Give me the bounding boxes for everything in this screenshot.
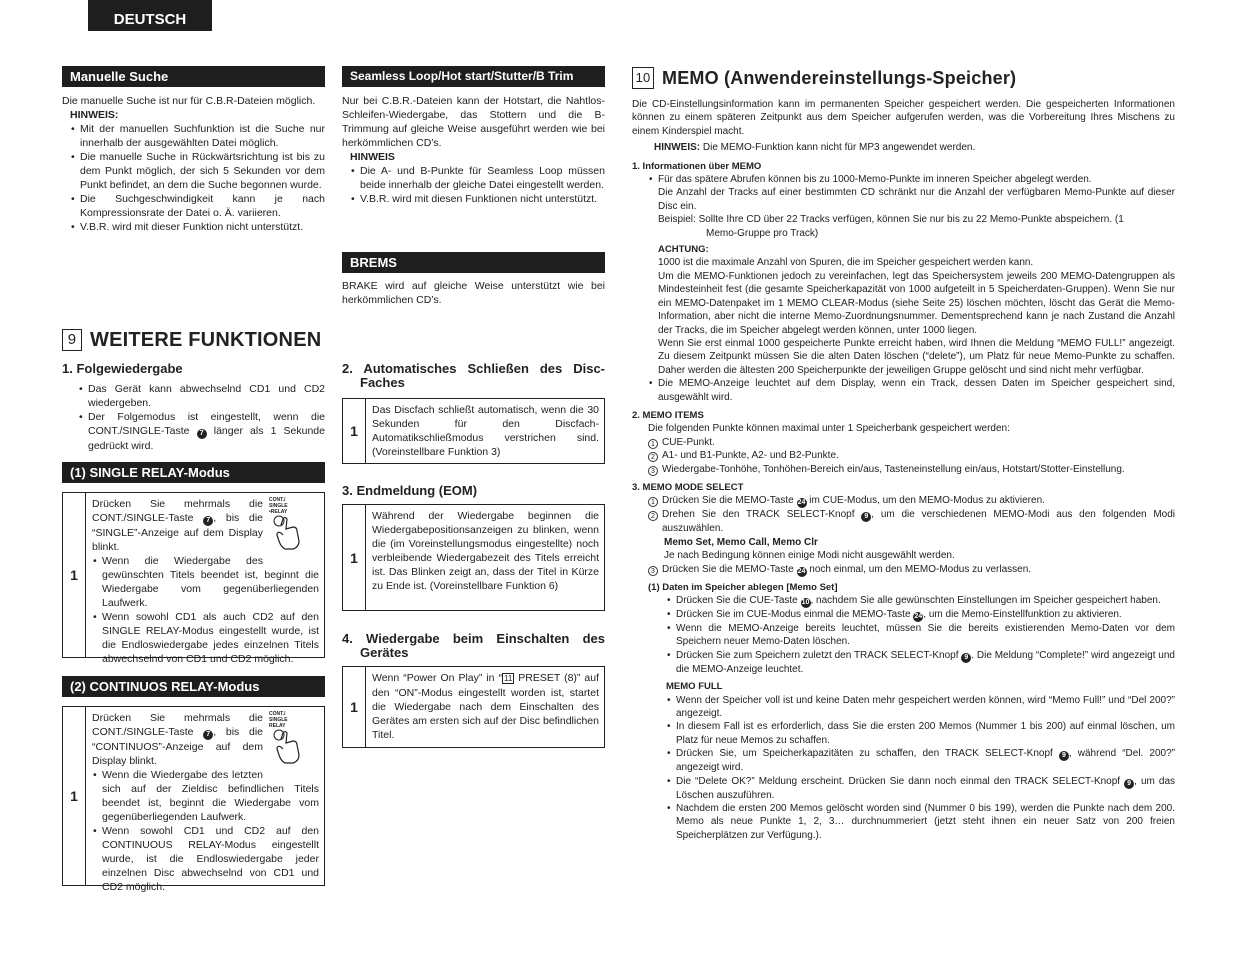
memo-key-icon: 24 — [797, 567, 806, 575]
eom-step — [342, 504, 605, 611]
brems-bar: BREMS — [342, 252, 605, 273]
finger-press-icon — [269, 729, 309, 765]
track-select-knob-icon: 9 — [861, 512, 871, 522]
list-item: 3 Drücken Sie die MEMO-Taste 24 noch einmal, um den MEMO-Modus zu verlassen. — [648, 563, 1175, 577]
list-item: 2 A1- und B1-Punkte, A2- und B2-Punkte. — [648, 449, 1175, 462]
memo-modes-note: Je nach Bedingung können einige Modi nicht ausgewählt werden. — [664, 550, 955, 562]
step-text: Drücken Sie mehrmals die CONT./SINGLE-Taste 7 , bis die “SINGLE”-Anzeige auf dem Display blinkt. — [92, 498, 263, 553]
step-number: 1 — [343, 399, 366, 463]
seamless-intro: Nur bei C.B.R.-Dateien kann der Hotstart, die Nahtlos-Schleifen-Wiedergabe, das Stottern und die B-Trimmung auf gleiche Weise ausgeführt werden wie bei herkömmlichen CD’s. — [342, 95, 605, 149]
list-item: • V.B.R. wird mit dieser Funktion nicht unterstützt. — [70, 220, 325, 234]
memo-warning-text: Um die MEMO-Funktionen jedoch zu vereinfachen, legt das Speichersystem jeweils 200 MEMO-Datengruppen als Mindesteinheit fest (die gesamte Speicherkapazität von 1000 aufgeteilt in 5 Speicherdaten-Gruppen). Wenn Sie nur ein MEMO-Datenpaket im 1 MEMO CLEAR-Modus (siehe Seite 25) löschen möchten, löscht das Gerät die Memo-Information, aber nicht die interne Memo-Zuordnungsnummer. Dementsprechend kann je nach Zustand die Anzahl der Tracks, die im Speicher abgelegt werden können, unter 1000 liegen. — [658, 270, 1175, 336]
memo-body — [632, 98, 1175, 842]
list-item: • Die manuelle Suche in Rückwärtsrichtung ist bis zu dem Punkt möglich, der sich 5 Sekunden vor dem Punkt befindet, an dem die Suche begonnen wurde. — [70, 150, 325, 192]
manual-search-body — [62, 94, 325, 234]
seamless-bar: Seamless Loop/Hot start/Stutter/B Trim — [342, 66, 605, 87]
power-on-heading: 4. Wiedergabe beim Einschalten des Gerätes — [342, 631, 605, 660]
list-item: • Drücken Sie die CUE-Taste 10, nachdem Sie alle gewünschten Einstellungen im Speicher gespeichert haben. — [666, 594, 1175, 608]
step-content: Das Discfach schließt automatisch, wenn die 30 Sekunden für den Discfach-Automatikschließmodus verstrichen sind. (Voreinstellbare Funktion 3) — [372, 404, 599, 458]
step-content: Während der Wiedergabe beginnen die Wiedergabepositionsanzeigen zu blinken, wenn die (im Voreinstellungsmodus eingestellte) noch verbleibende Wiedergabezeit des Titels erreicht ist. Das Blinken zeigt an, dass der Titel in Kürze zu Ende ist. (Voreinstellbare Funktion 6) — [372, 510, 599, 592]
memo-intro: Die CD-Einstellungsinformation kann im permanenten Speicher gespeichert werden. Die gespeicherten Informationen können zu einem späteren Zeitpunkt aus dem Speicher aufgerufen werden, was die Vorbereitung Ihres Mischens zu einem Kinderspiel macht. — [632, 99, 1175, 137]
manual-search-intro: Die manuelle Suche ist nur für C.B.R-Dateien möglich. — [62, 95, 316, 107]
list-item: • Wenn die MEMO-Anzeige bereits leuchtet, müssen Sie die bereits existierenden Memo-Daten vor dem Speichern neuer Memo-Daten löschen. — [666, 622, 1175, 649]
continuos-relay-step — [62, 706, 325, 893]
list-item: • Wenn der Speicher voll ist und keine Daten mehr gespeichert werden können, wird “Memo Full!” und “Del 200?” angezeigt. — [666, 694, 1175, 721]
list-item: 1 CUE-Punkt. — [648, 436, 1175, 449]
memo-full-heading: MEMO FULL — [666, 681, 723, 693]
list-item: • V.B.R. wird mit diesen Funktionen nicht unterstützt. — [350, 192, 605, 206]
track-select-knob-icon: 9 — [961, 653, 971, 663]
list-item: 3 Wiedergabe-Tonhöhe, Tonhöhen-Bereich ein/aus, Tasteneinstellung ein/aus, Hotstart/Stotter-Einstellung. — [648, 463, 1175, 476]
continuos-relay-bar: (2) CONTINUOS RELAY-Modus — [62, 676, 325, 697]
finger-press-icon — [269, 515, 309, 551]
single-relay-step — [62, 492, 325, 665]
memo-key-icon: 24 — [797, 499, 806, 507]
section-title-text: MEMO (Anwendereinstellungs-Speicher) — [662, 68, 1017, 88]
list-item: • Die MEMO-Anzeige leuchtet auf dem Display, wenn ein Track, dessen Daten im Speicher gespeichert sind, ausgewählt wird. — [648, 377, 1175, 404]
memo-note: HINWEIS: Die MEMO-Funktion kann nicht für MP3 angewendet werden. — [654, 142, 976, 154]
memo-info-example: Beispiel: Sollte Ihre CD über 22 Tracks verfügen, können Sie nur bis zu 22 Memo-Punkte abspeichern. (1 — [658, 214, 1124, 226]
auto-close-heading: 2. Automatisches Schließen des Disc-Faches — [342, 361, 605, 390]
auto-close-step — [342, 398, 605, 464]
list-item: 1 Drücken Sie die MEMO-Taste 24 im CUE-Modus, um den MEMO-Modus zu aktivieren. — [648, 494, 1175, 508]
step-number: 1 — [63, 493, 86, 657]
seamless-body — [342, 94, 605, 206]
manual-search-note-label: HINWEIS: — [70, 109, 119, 121]
track-select-knob-icon: 9 — [1124, 779, 1134, 789]
list-item: • Wenn sowohl CD1 als auch CD2 auf den SINGLE RELAY-Modus eingestellt wurde, ist die Endloswiedergabe jedes einzelnen Titels abwechselnd von CD1 und CD2 möglich. — [92, 610, 319, 666]
section-number-box: 9 — [62, 329, 82, 351]
step-number: 1 — [63, 707, 86, 885]
memo-items-intro: Die folgenden Punkte können maximal unter 1 Speicherbank gespeichert werden: — [648, 423, 1010, 435]
list-item: • Für das spätere Abrufen können bis zu 1000-Memo-Punkte im inneren Speicher abgelegt werden. — [648, 173, 1175, 186]
cont-single-button-icon: CONT./ SINGLE RELAY — [269, 711, 319, 769]
section-9-title — [62, 328, 342, 352]
list-item: • In diesem Fall ist es erforderlich, dass Sie die ersten 200 Memos (Nummer 1 bis 200) auf einmal löschen, um Platz für neue Memos zu schaffen. — [666, 720, 1175, 747]
list-item: • Mit der manuellen Suchfunktion ist die Suche nur innerhalb der ausgewählten Datei möglich. — [70, 122, 325, 150]
power-on-step — [342, 666, 605, 748]
list-item: • Wenn die Wiedergabe des gewünschten Titels beendet ist, beginnt die Wiedergabe vom gegenüberliegenden Laufwerk. — [92, 554, 319, 610]
list-item: • Drücken Sie zum Speichern zuletzt den TRACK SELECT-Knopf 9 . Die Meldung “Complete!” wird angezeigt und die MEMO-Anzeige leuchtet. — [666, 649, 1175, 676]
brems-text: BRAKE wird auf gleiche Weise unterstützt wie bei herkömmlichen CD’s. — [342, 280, 605, 306]
step-text: Drücken Sie mehrmals die CONT./SINGLE-Taste 7 , bis die “CONTINUOS”-Anzeige auf dem Display blinkt. — [92, 712, 263, 767]
section-title-text: WEITERE FUNKTIONEN — [90, 329, 322, 351]
step-number: 1 — [343, 505, 366, 610]
memo-warning-text: 1000 ist die maximale Anzahl von Spuren, die im Speicher gespeichert werden kann. — [658, 257, 1034, 269]
memo-modes: Memo Set, Memo Call, Memo Clr — [664, 536, 818, 548]
list-item: • Drücken Sie im CUE-Modus einmal die MEMO-Taste 24, um die Memo-Einstellfunktion zu aktivieren. — [666, 608, 1175, 622]
eom-heading: 3. Endmeldung (EOM) — [342, 483, 478, 498]
memo-info-heading: 1. Informationen über MEMO — [632, 160, 762, 172]
preset-number-box: 11 — [504, 674, 513, 683]
single-relay-bar: (1) SINGLE RELAY-Modus — [62, 462, 325, 483]
memo-warning-label: ACHTUNG: — [658, 244, 709, 256]
memo-info-example-cont: Memo-Gruppe pro Track) — [706, 227, 819, 239]
step-content — [86, 493, 324, 665]
track-select-knob-icon: 9 — [1059, 751, 1069, 761]
list-item: • Die A- und B-Punkte für Seamless Loop müssen beide innerhalb der gleiche Datei eingestellt werden. — [350, 164, 605, 192]
list-item: • Die Suchgeschwindigkeit kann je nach Kompressionsrate der Datei o. Ä. variieren. — [70, 192, 325, 220]
key-7-icon: 7 — [203, 730, 213, 740]
key-7-icon: 7 — [197, 429, 207, 439]
memo-info-text: Die Anzahl der Tracks auf einer bestimmten CD schränkt nur die Anzahl der verfügbaren Memo-Punkte auf dieser Disc ein. — [658, 187, 1175, 212]
memo-mode-heading: 3. MEMO MODE SELECT — [632, 481, 744, 493]
folge-body — [78, 382, 325, 453]
list-item: • Das Gerät kann abwechselnd CD1 und CD2 wiedergeben. — [78, 382, 325, 410]
manual-search-bar: Manuelle Suche — [62, 66, 325, 87]
cont-single-button-icon: CONT./ SINGLE •RELAY — [269, 497, 319, 555]
list-item: • Wenn sowohl CD1 und CD2 auf den CONTINUOUS RELAY-Modus eingestellt wurde, ist die Endloswiedergabe jeder einzelnen Disc abwechselnd von CD1 und CD2 möglich. — [92, 824, 319, 894]
list-item: • Der Folgemodus ist eingestellt, wenn die CONT./SINGLE-Taste 7 länger als 1 Sekunde gedrückt wird. — [78, 410, 325, 453]
list-item: • Wenn die Wiedergabe des letzten sich auf der Zieldisc befindlichen Titels beendet ist, beginnt die Wiedergabe vom gegenüberliegenden Laufwerk. — [92, 768, 319, 824]
memo-warning-text: Wenn Sie erst einmal 1000 gespeicherte Punkte erreicht haben, wird Ihnen die Meldung “MEMO FULL!” angezeigt. Zu diesem Zeitpunkt müssen Sie die alten Daten löschen (“delete”), um Platz für neue Memo-Punkte zu schaffen. Daher werden die ältesten 200 Speicherpunkte der jeweiligen Gruppe gelöscht und sind nicht mehr verfügbar. — [658, 337, 1175, 376]
list-item: • Nachdem die ersten 200 Memos gelöscht worden sind (Nummer 0 bis 199), werden die Punkte nach dem 200. Memo als neue Punkte 1, 2, 3… durchnummeriert (jetzt steht ihnen ein neuer Satz von 200 freien Speicherplätzen zur Verfügung.). — [666, 802, 1175, 842]
step-content — [86, 707, 324, 893]
folge-heading: 1. Folgewiedergabe — [62, 361, 183, 376]
seamless-note-label: HINWEIS — [350, 151, 395, 163]
cue-key-icon: 10 — [801, 599, 810, 606]
list-item: • Die “Delete OK?” Meldung erscheint. Drücken Sie dann noch einmal den TRACK SELECT-Knopf 9 , um das Löschen auszuführen. — [666, 775, 1175, 802]
section-10-title — [632, 66, 1192, 90]
step-content: Wenn “Power On Play” in “ 11 PRESET (8)” auf den “ON”-Modus eingestellt worden ist, startet die Wiedergabe nach dem Einschalten des Gerätes am ersten sich auf der Disc befindlichen Titel. — [372, 672, 599, 741]
memo-items-heading: 2. MEMO ITEMS — [632, 409, 704, 421]
language-tab: DEUTSCH — [88, 0, 212, 31]
memo-key-icon: 24 — [914, 613, 923, 620]
list-item: 2 Drehen Sie den TRACK SELECT-Knopf 9 , um die verschiedenen MEMO-Modi aus den folgenden Modi auszuwählen. — [648, 508, 1175, 535]
key-7-icon: 7 — [203, 516, 213, 526]
section-number-box: 10 — [632, 67, 654, 89]
step-number: 1 — [343, 667, 366, 747]
memo-set-heading: (1) Daten im Speicher ablegen [Memo Set] — [648, 581, 838, 593]
list-item: • Drücken Sie, um Speicherkapazitäten zu schaffen, den TRACK SELECT-Knopf 9 , während “Del. 200?” angezeigt wird. — [666, 747, 1175, 774]
